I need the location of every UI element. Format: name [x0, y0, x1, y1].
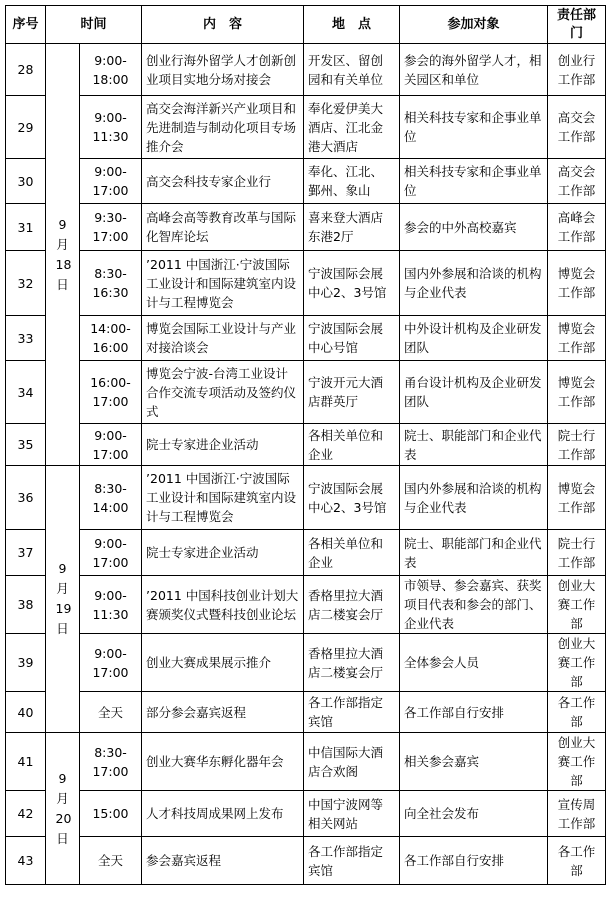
- target-cell: 院士、职能部门和企业代表: [400, 424, 548, 466]
- content-cell: 高交会海洋新兴产业项目和先进制造与制动化项目专场推介会: [142, 96, 304, 159]
- place-cell: 中国宁波网等相关网站: [304, 791, 400, 837]
- place-cell: 奉化、江北、鄞州、象山: [304, 159, 400, 204]
- table-row: [6, 316, 606, 361]
- row-number: 43: [6, 837, 46, 885]
- place-cell: 各相关单位和企业: [304, 530, 400, 576]
- table-row: [6, 204, 606, 251]
- dept-cell: 博览会工作部: [548, 361, 606, 424]
- place-cell: 香格里拉大酒店二楼宴会厅: [304, 634, 400, 692]
- row-number: 36: [6, 466, 46, 530]
- row-number: 34: [6, 361, 46, 424]
- date-label: 9月19日: [55, 561, 72, 636]
- table-row: [6, 44, 606, 96]
- time-cell: 全天: [80, 837, 142, 885]
- target-cell: 全体参会人员: [400, 634, 548, 692]
- content-cell: 博览会宁波-台湾工业设计合作交流专项活动及签约仪式: [142, 361, 304, 424]
- content-cell: 参会嘉宾返程: [142, 837, 304, 885]
- content-cell: 部分参会嘉宾返程: [142, 692, 304, 733]
- target-cell: 参会的海外留学人才，相关园区和单位: [400, 44, 548, 96]
- row-number: 30: [6, 159, 46, 204]
- dept-cell: 创业大赛工作部: [548, 733, 606, 791]
- time-cell: 9:30-17:00: [80, 204, 142, 251]
- content-cell: ’2011 中国科技创业计划大赛颁奖仪式暨科技创业论坛: [142, 576, 304, 634]
- place-cell: 宁波国际会展中心2、3号馆: [304, 251, 400, 316]
- row-number: 37: [6, 530, 46, 576]
- content-cell: ’2011 中国浙江·宁波国际工业设计和国际建筑室内设计与工程博览会: [142, 466, 304, 530]
- header-target: 参加对象: [400, 6, 548, 44]
- content-cell: 院士专家进企业活动: [142, 530, 304, 576]
- content-cell: ’2011 中国浙江·宁波国际工业设计和国际建筑室内设计与工程博览会: [142, 251, 304, 316]
- row-number: 41: [6, 733, 46, 791]
- row-number: 38: [6, 576, 46, 634]
- place-cell: 各相关单位和企业: [304, 424, 400, 466]
- row-number: 28: [6, 44, 46, 96]
- header-time: 时间: [46, 6, 142, 44]
- row-number: 29: [6, 96, 46, 159]
- place-cell: 各工作部指定宾馆: [304, 837, 400, 885]
- content-cell: 创业行海外留学人才创新创业项目实地分场对接会: [142, 44, 304, 96]
- date-label: 9月20日: [55, 770, 72, 846]
- table-row: [6, 692, 606, 733]
- place-cell: 香格里拉大酒店二楼宴会厅: [304, 576, 400, 634]
- content-cell: 院士专家进企业活动: [142, 424, 304, 466]
- dept-cell: 各工作部: [548, 692, 606, 733]
- target-cell: 相关参会嘉宾: [400, 733, 548, 791]
- date-cell: [46, 44, 80, 466]
- dept-cell: 高峰会工作部: [548, 204, 606, 251]
- row-number: 33: [6, 316, 46, 361]
- target-cell: 院士、职能部门和企业代表: [400, 530, 548, 576]
- time-cell: 9:00-17:00: [80, 424, 142, 466]
- content-cell: 高交会科技专家企业行: [142, 159, 304, 204]
- header-dept: 责任部门: [548, 6, 606, 44]
- place-cell: 宁波开元大酒店群英厅: [304, 361, 400, 424]
- place-cell: 宁波国际会展中心2、3号馆: [304, 466, 400, 530]
- content-cell: 创业大赛华东孵化器年会: [142, 733, 304, 791]
- table-row: [6, 837, 606, 885]
- time-cell: 9:00-11:30: [80, 576, 142, 634]
- target-cell: 向全社会发布: [400, 791, 548, 837]
- target-cell: 市领导、参会嘉宾、获奖项目代表和参会的部门、企业代表: [400, 576, 548, 634]
- target-cell: 各工作部自行安排: [400, 837, 548, 885]
- date-cell: [46, 733, 80, 885]
- target-cell: 中外设计机构及企业研发团队: [400, 316, 548, 361]
- table-row: [6, 251, 606, 316]
- table-row: [6, 96, 606, 159]
- row-number: 42: [6, 791, 46, 837]
- schedule-body: [6, 44, 606, 885]
- header-place: 地 点: [304, 6, 400, 44]
- date-cell: [46, 466, 80, 733]
- place-cell: 各工作部指定宾馆: [304, 692, 400, 733]
- time-cell: 全天: [80, 692, 142, 733]
- time-cell: 9:00-17:00: [80, 159, 142, 204]
- table-row: [6, 361, 606, 424]
- dept-cell: 博览会工作部: [548, 466, 606, 530]
- time-cell: 9:00-17:00: [80, 634, 142, 692]
- dept-cell: 宣传周工作部: [548, 791, 606, 837]
- time-cell: 9:00-11:30: [80, 96, 142, 159]
- row-number: 35: [6, 424, 46, 466]
- table-row: [6, 733, 606, 791]
- table-row: [6, 159, 606, 204]
- place-cell: 中信国际大酒店合欢阁: [304, 733, 400, 791]
- row-number: 40: [6, 692, 46, 733]
- target-cell: 甬台设计机构及企业研发团队: [400, 361, 548, 424]
- time-cell: 8:30-16:30: [80, 251, 142, 316]
- place-cell: 喜来登大酒店东港2厅: [304, 204, 400, 251]
- time-cell: 8:30-14:00: [80, 466, 142, 530]
- schedule-table: [5, 5, 606, 885]
- target-cell: 各工作部自行安排: [400, 692, 548, 733]
- header-content: 内 容: [142, 6, 304, 44]
- target-cell: 相关科技专家和企事业单位: [400, 96, 548, 159]
- table-row: [6, 530, 606, 576]
- time-cell: 8:30-17:00: [80, 733, 142, 791]
- row-number: 39: [6, 634, 46, 692]
- time-cell: 9:00-18:00: [80, 44, 142, 96]
- dept-cell: 博览会工作部: [548, 251, 606, 316]
- place-cell: 奉化爱伊美大酒店、江北金港大酒店: [304, 96, 400, 159]
- target-cell: 相关科技专家和企事业单位: [400, 159, 548, 204]
- time-cell: 14:00-16:00: [80, 316, 142, 361]
- dept-cell: 博览会工作部: [548, 316, 606, 361]
- row-number: 32: [6, 251, 46, 316]
- dept-cell: 院士行工作部: [548, 530, 606, 576]
- dept-cell: 创业行工作部: [548, 44, 606, 96]
- dept-cell: 高交会工作部: [548, 96, 606, 159]
- header-no: 序号: [6, 6, 46, 44]
- table-row: [6, 576, 606, 634]
- time-cell: 16:00-17:00: [80, 361, 142, 424]
- table-row: [6, 424, 606, 466]
- dept-cell: 创业大赛工作部: [548, 634, 606, 692]
- time-cell: 9:00-17:00: [80, 530, 142, 576]
- dept-cell: 高交会工作部: [548, 159, 606, 204]
- table-row: [6, 791, 606, 837]
- target-cell: 参会的中外高校嘉宾: [400, 204, 548, 251]
- time-cell: 15:00: [80, 791, 142, 837]
- row-number: 31: [6, 204, 46, 251]
- content-cell: 人才科技周成果网上发布: [142, 791, 304, 837]
- place-cell: 开发区、留创园和有关单位: [304, 44, 400, 96]
- dept-cell: 创业大赛工作部: [548, 576, 606, 634]
- content-cell: 高峰会高等教育改革与国际化智库论坛: [142, 204, 304, 251]
- place-cell: 宁波国际会展中心号馆: [304, 316, 400, 361]
- table-row: [6, 634, 606, 692]
- table-row: [6, 466, 606, 530]
- target-cell: 国内外参展和洽谈的机构与企业代表: [400, 466, 548, 530]
- content-cell: 创业大赛成果展示推介: [142, 634, 304, 692]
- target-cell: 国内外参展和洽谈的机构与企业代表: [400, 251, 548, 316]
- content-cell: 博览会国际工业设计与产业对接洽谈会: [142, 316, 304, 361]
- header-row: [6, 6, 606, 44]
- dept-cell: 各工作部: [548, 837, 606, 885]
- date-label: 9月18日: [55, 216, 72, 292]
- dept-cell: 院士行工作部: [548, 424, 606, 466]
